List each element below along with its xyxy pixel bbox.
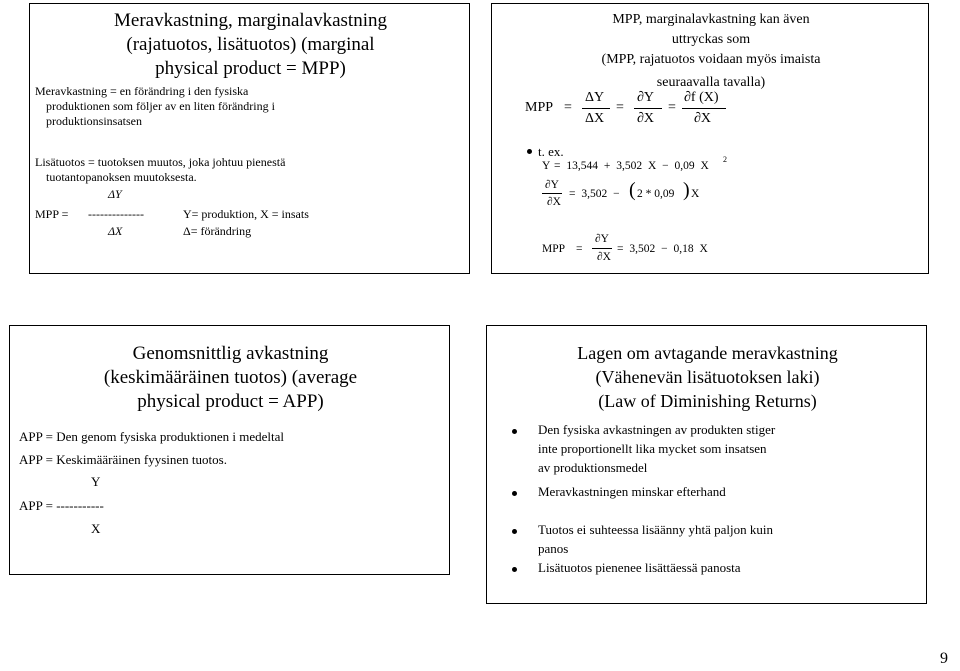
slide1-def-delta: Δ= förändring xyxy=(183,224,252,238)
slide2-equals-2: = xyxy=(616,100,624,115)
slide2-frac1-den: ΔX xyxy=(585,111,605,126)
slide4-bullet-2-line1: Meravkastningen minskar efterhand xyxy=(538,484,726,499)
slide4-bullet-3-line1: Tuotos ei suhteessa lisäänny yhtä paljon kuin xyxy=(538,522,773,537)
slide3-title-line2: (keskimääräinen tuotos) (average xyxy=(103,367,358,388)
slide1-formula-numerator: ΔY xyxy=(108,187,122,201)
slide3-app-finnish: APP = Keskimääräinen fyysinen tuotos. xyxy=(19,452,227,467)
slide1-body-line1: Meravkastning = en förändring i den fysiska xyxy=(35,84,249,98)
slide2-eq3-lhs: MPP xyxy=(542,243,566,255)
slide2-frac1-bar xyxy=(582,108,610,109)
slide-3 xyxy=(9,325,450,575)
slide2-eq3-bar xyxy=(592,248,612,249)
slide1-body-line2: produktionen som följer av en liten förändring i xyxy=(46,99,275,113)
slide3-app-definition: APP = Den genom fysiska produktionen i medeltal xyxy=(19,429,285,444)
slide1-formula-denominator: ΔX xyxy=(108,224,123,238)
slide2-equals-3: = xyxy=(668,100,676,115)
slide2-title-line3: (MPP, rajatuotos voidaan myös imaista xyxy=(601,52,821,67)
slide2-frac2-num: ∂Y xyxy=(637,90,655,105)
slide4-bullet-1 xyxy=(512,429,517,434)
slide2-eq1-exponent: 2 xyxy=(723,155,727,164)
slide2-frac3-num: ∂f (X) xyxy=(684,90,719,105)
slide2-eq1-rhs: = 13,544 + 3,502 X − 0,09 X xyxy=(554,160,709,172)
slide4-title-line3: (Law of Diminishing Returns) xyxy=(598,391,817,411)
slide2-equals-1: = xyxy=(564,100,572,115)
slide1-def-produktion: Y= produktion, X = insats xyxy=(183,207,309,221)
slide1-formula-lhs: MPP = xyxy=(35,207,69,221)
slide1-lisatuotos-line2: tuotantopanoksen muutoksesta. xyxy=(46,170,197,184)
slide2-eq2-bar xyxy=(542,193,562,194)
slide2-eq2-rhs-c: X xyxy=(691,188,700,200)
slide1-title-line3: physical product = MPP) xyxy=(155,58,346,79)
slide2-title-line1: MPP, marginalavkastning kan även xyxy=(612,12,810,27)
slide3-formula-numerator: Y xyxy=(91,474,101,489)
slide2-eq3-equals: = xyxy=(576,243,583,255)
slide1-title-line1: Meravkastning, marginalavkastning xyxy=(114,10,387,31)
slide4-bullet-1-line2: inte proportionellt lika mycket som insatsen xyxy=(538,441,767,456)
slide2-frac1-num: ΔY xyxy=(585,90,605,105)
slide2-frac2-den: ∂X xyxy=(637,111,655,126)
slide2-eq2-den: ∂X xyxy=(547,196,561,208)
slide2-eq3-den: ∂X xyxy=(597,251,611,263)
slide-2 xyxy=(491,3,929,274)
slide4-title-line1: Lagen om avtagande meravkastning xyxy=(577,343,838,363)
slide2-eq2-rhs-b: 2 * 0,09 xyxy=(637,188,675,200)
slide4-bullet-3 xyxy=(512,529,517,534)
slide4-bullet-1-line1: Den fysiska avkastningen av produkten stiger xyxy=(538,422,776,437)
slide4-bullet-1-line3: av produktionsmedel xyxy=(538,460,648,475)
slide2-frac3-den: ∂X xyxy=(694,111,712,126)
slide4-title-line2: (Vähenevän lisätuotoksen laki) xyxy=(595,367,820,387)
slide2-frac2-bar xyxy=(634,108,662,109)
slide4-bullet-2 xyxy=(512,491,517,496)
slide2-tex: t. ex. xyxy=(538,144,564,159)
slide2-eq2-paren-open: ( xyxy=(629,179,636,201)
slide2-eq3-num: ∂Y xyxy=(595,233,609,245)
slide4-bullet-4-line1: Lisätuotos pienenee lisättäessä panosta xyxy=(538,560,741,575)
slide-4 xyxy=(486,325,927,604)
slide1-lisatuotos-line1: Lisätuotos = tuotoksen muutos, joka johtuu pienestä xyxy=(35,155,286,169)
slide2-title-line2: uttryckas som xyxy=(671,32,751,47)
slide1-formula-dashes: -------------- xyxy=(88,207,144,221)
slide4-bullet-3-line2: panos xyxy=(538,541,569,556)
slide3-title-line3: physical product = APP) xyxy=(137,391,324,412)
page-number: 9 xyxy=(940,650,948,667)
slide3-formula-lhs: APP = ----------- xyxy=(19,498,104,513)
slide1-title-line2: (rajatuotos, lisätuotos) (marginal xyxy=(126,34,375,55)
slide2-frac3-bar xyxy=(682,108,726,109)
slide2-eq3-rhs: = 3,502 − 0,18 X xyxy=(617,243,708,255)
slide2-title-line4: seuraavalla tavalla) xyxy=(656,75,766,90)
slide3-title-line1: Genomsnittlig avkastning xyxy=(132,343,329,364)
slide2-eq2-num: ∂Y xyxy=(545,179,559,191)
slide2-bullet xyxy=(527,149,532,154)
slide1-body-line3: produktionsinsatsen xyxy=(46,114,142,128)
slide2-mpp-label: MPP xyxy=(525,100,554,115)
slide2-eq2-paren-close: ) xyxy=(683,179,690,201)
slide2-eq1-lhs: Y xyxy=(542,160,551,172)
slide4-bullet-4 xyxy=(512,567,517,572)
slide2-eq2-rhs-a: = 3,502 − xyxy=(569,188,620,200)
slide-1 xyxy=(29,3,470,274)
slide3-formula-denominator: X xyxy=(91,521,101,536)
